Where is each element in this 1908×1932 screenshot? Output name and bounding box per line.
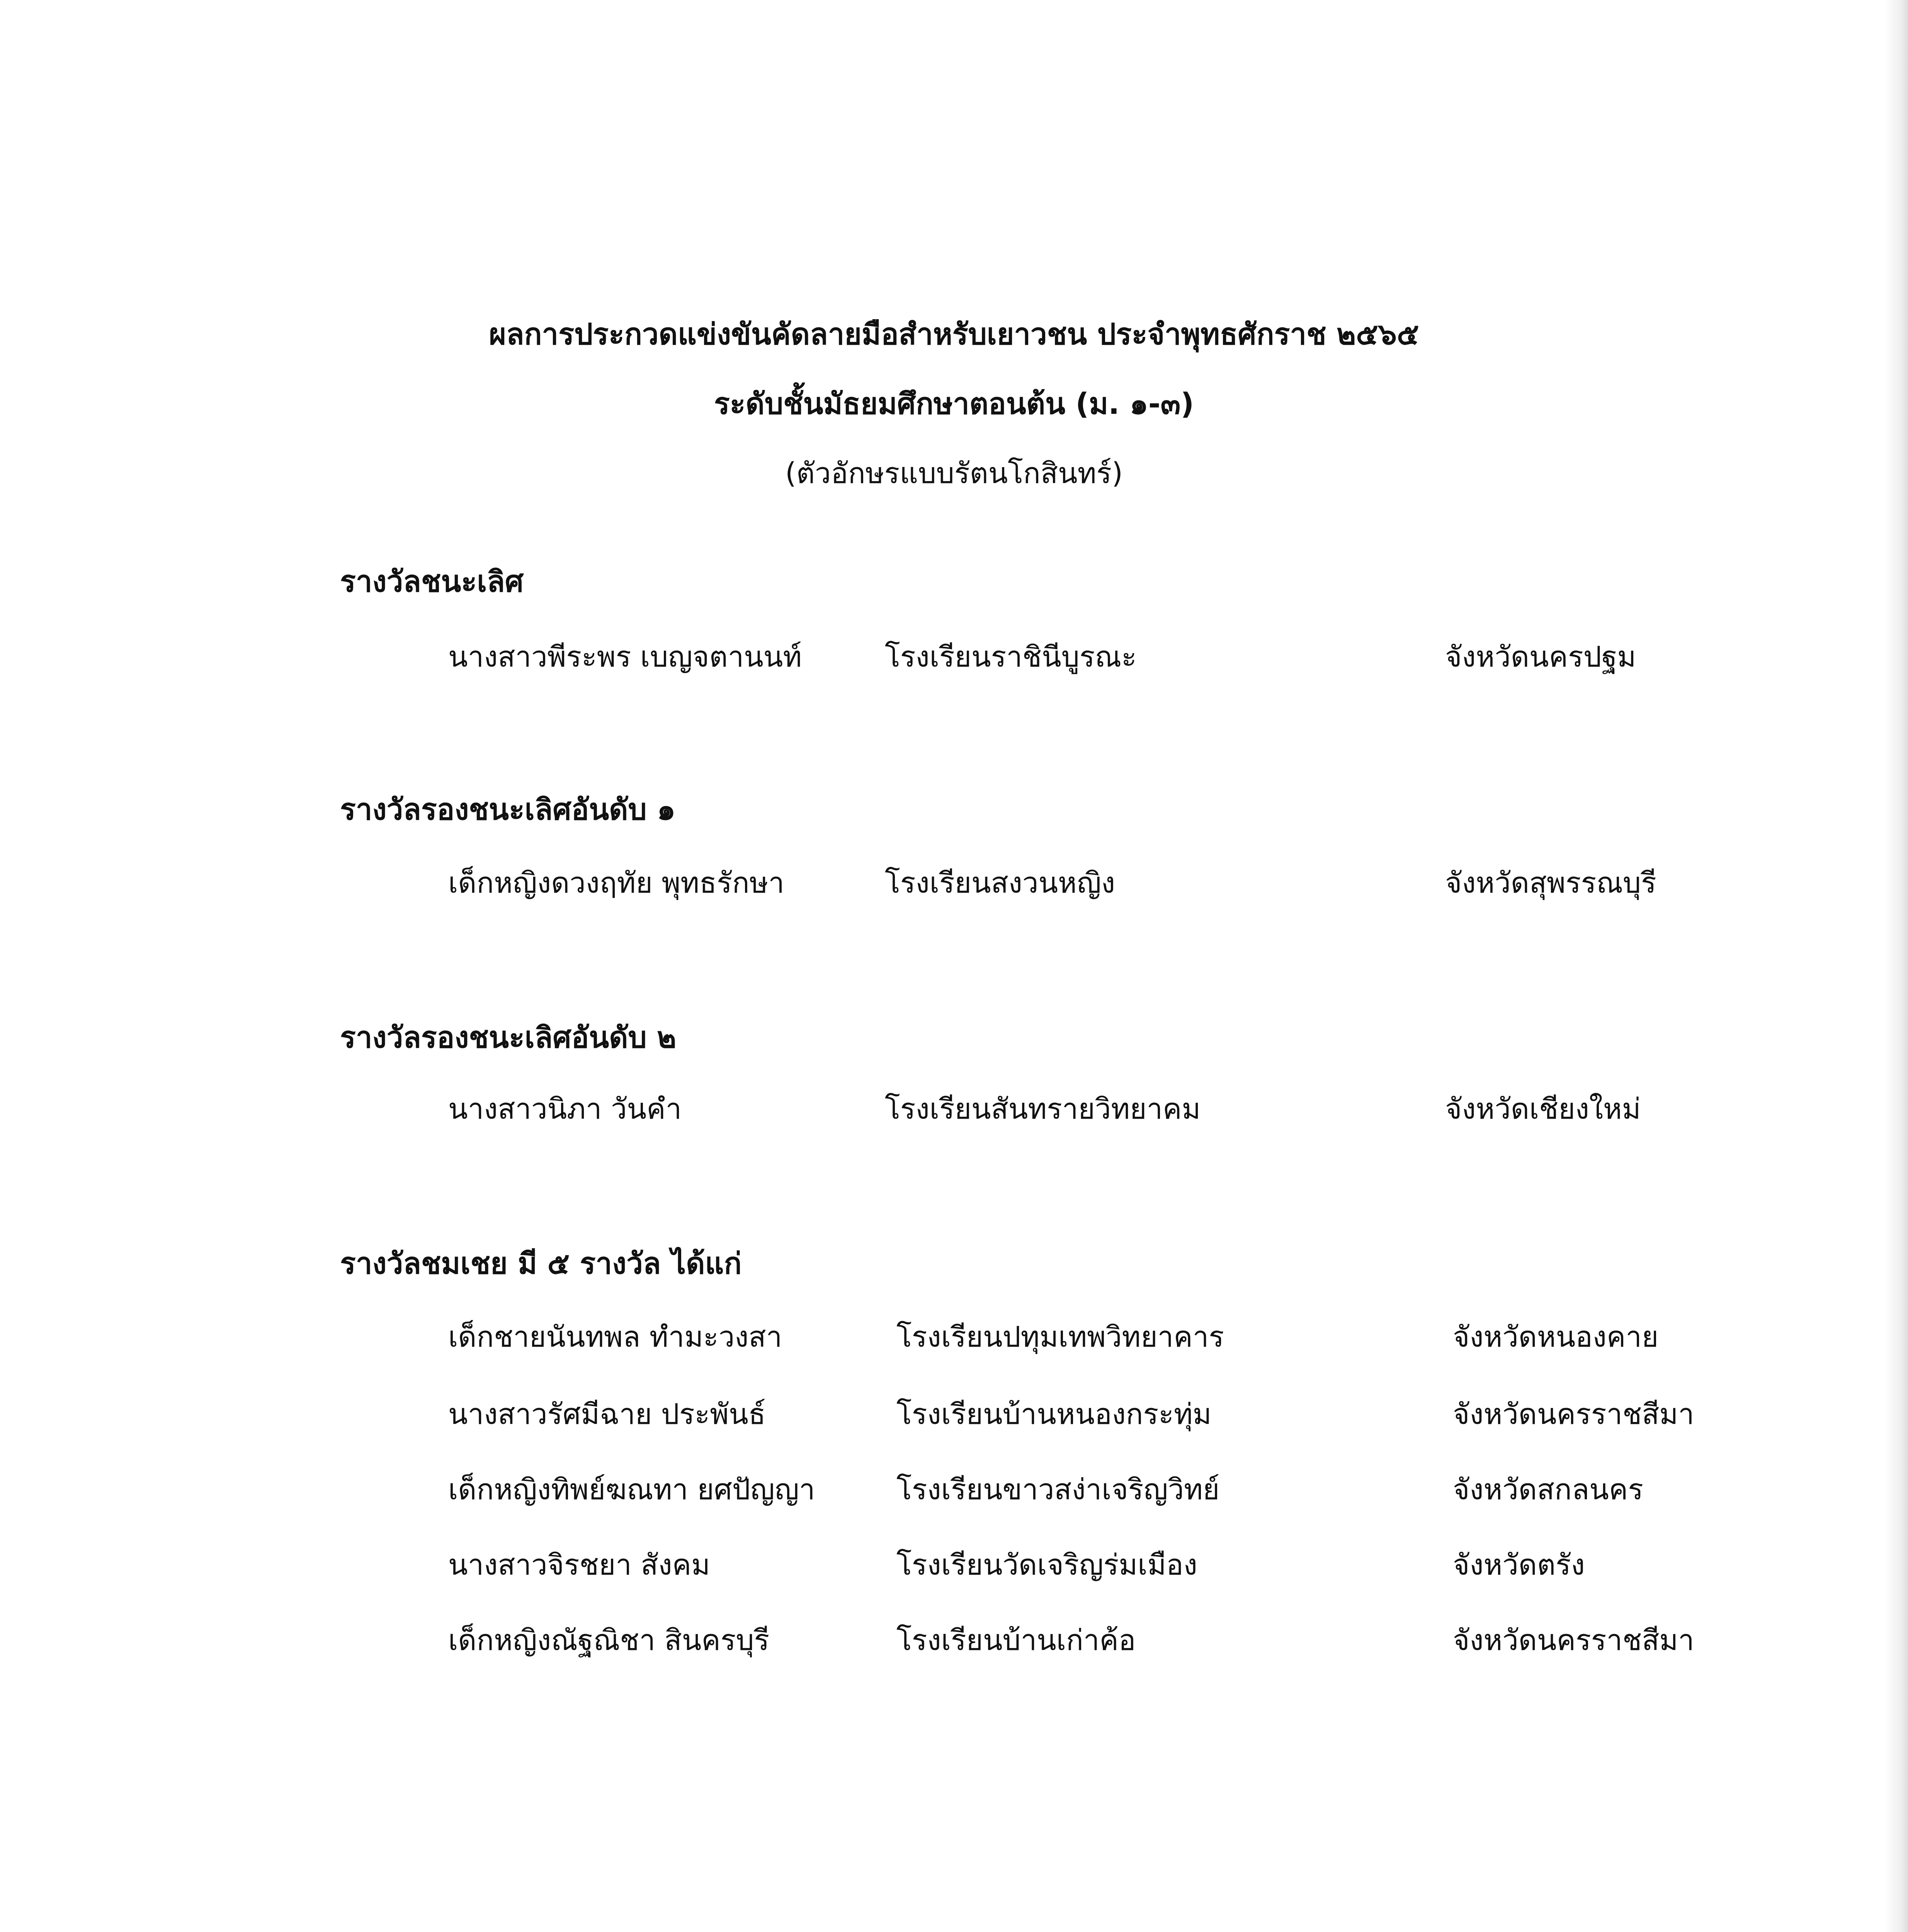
entry-school: โรงเรียนบ้านเก่าค้อ bbox=[896, 1624, 1136, 1657]
award-entry bbox=[0, 1316, 1908, 1358]
entry-school: โรงเรียนขาวสง่าเจริญวิทย์ bbox=[896, 1473, 1220, 1506]
section-heading-honorable-mention: รางวัลชมเชย มี ๕ รางวัล ได้แก่ bbox=[340, 1246, 742, 1281]
entry-province: จังหวัดนครปฐม bbox=[1445, 640, 1636, 673]
entry-name: เด็กหญิงณัฐณิชา สินครบุรี bbox=[448, 1624, 770, 1657]
document-title-line1: ผลการประกวดแข่งขันคัดลายมือสำหรับเยาวชน ประจำพุทธศักราช ๒๕๖๕ bbox=[489, 317, 1419, 351]
entry-school: โรงเรียนบ้านหนองกระทุ่ม bbox=[896, 1398, 1212, 1431]
award-entry bbox=[0, 1468, 1908, 1511]
section-heading-runner-up-1: รางวัลรองชนะเลิศอันดับ ๑ bbox=[340, 792, 676, 827]
award-entry bbox=[0, 636, 1908, 678]
entry-province: จังหวัดนครราชสีมา bbox=[1453, 1398, 1694, 1431]
entry-name: เด็กหญิงดวงฤทัย พุทธรักษา bbox=[448, 866, 784, 900]
entry-name: นางสาวรัศมีฉาย ประพันธ์ bbox=[448, 1398, 766, 1431]
section-heading-runner-up-2: รางวัลรองชนะเลิศอันดับ ๒ bbox=[340, 1020, 677, 1054]
entry-name: นางสาวพีระพร เบญจตานนท์ bbox=[448, 640, 802, 673]
entry-name: เด็กชายนันทพล ทำมะวงสา bbox=[448, 1320, 782, 1354]
entry-name: นางสาวนิภา วันคำ bbox=[448, 1092, 682, 1126]
entry-school: โรงเรียนวัดเจริญร่มเมือง bbox=[896, 1548, 1197, 1582]
entry-school: โรงเรียนสันทรายวิทยาคม bbox=[885, 1092, 1201, 1126]
entry-province: จังหวัดสกลนคร bbox=[1453, 1473, 1644, 1506]
award-entry bbox=[0, 1393, 1908, 1435]
entry-province: จังหวัดเชียงใหม่ bbox=[1445, 1092, 1641, 1126]
award-entry bbox=[0, 1088, 1908, 1130]
entry-province: จังหวัดนครราชสีมา bbox=[1453, 1624, 1694, 1657]
award-entry bbox=[0, 862, 1908, 904]
entry-province: จังหวัดตรัง bbox=[1453, 1548, 1585, 1582]
entry-name: นางสาวจิรชยา สังคม bbox=[448, 1548, 710, 1582]
award-entry bbox=[0, 1544, 1908, 1586]
entry-school: โรงเรียนปทุมเทพวิทยาคาร bbox=[896, 1320, 1224, 1354]
entry-name: เด็กหญิงทิพย์ฆณทา ยศปัญญา bbox=[448, 1473, 815, 1506]
document-title-line2: ระดับชั้นมัธยมศึกษาตอนต้น (ม. ๑-๓) bbox=[714, 386, 1194, 421]
entry-school: โรงเรียนราชินีบูรณะ bbox=[885, 640, 1137, 673]
section-heading-winner: รางวัลชนะเลิศ bbox=[340, 564, 524, 599]
award-entry bbox=[0, 1619, 1908, 1662]
entry-school: โรงเรียนสงวนหญิง bbox=[885, 866, 1116, 900]
document-subtitle: (ตัวอักษรแบบรัตนโกสินทร์) bbox=[785, 457, 1123, 490]
entry-province: จังหวัดหนองคาย bbox=[1453, 1320, 1659, 1354]
entry-province: จังหวัดสุพรรณบุรี bbox=[1445, 866, 1656, 900]
